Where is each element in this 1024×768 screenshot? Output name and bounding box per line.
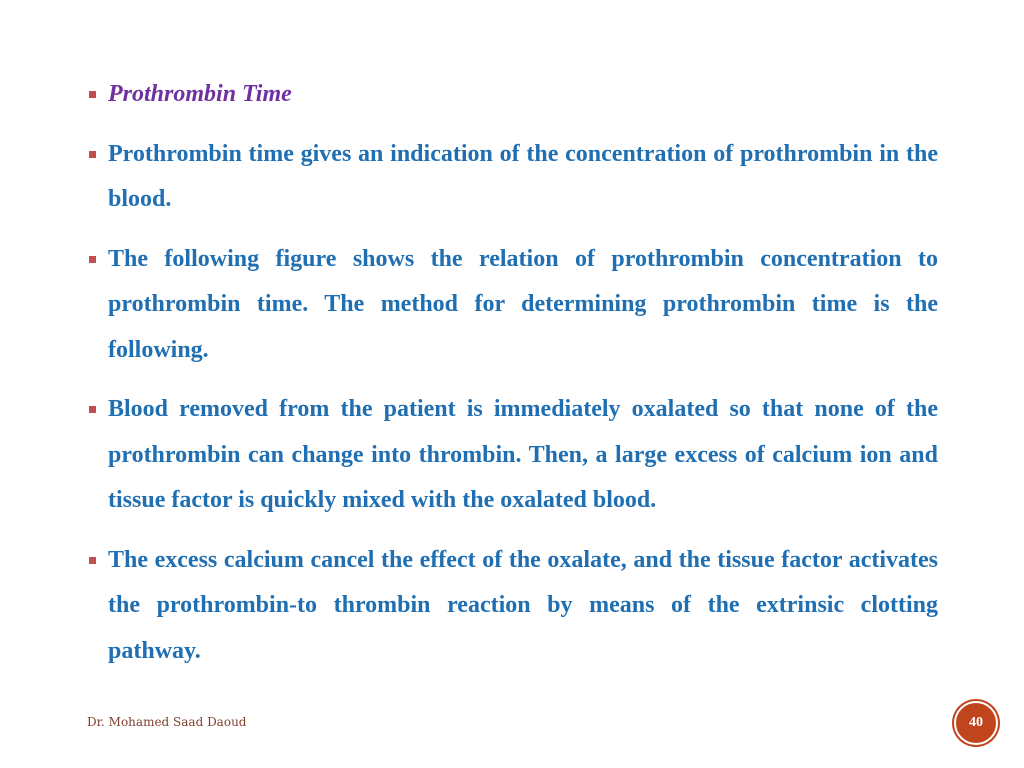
bullet-item	[86, 237, 938, 374]
bullet-text: The following figure shows the relation of prothrombin concentration to prothrombin time. The method for determining prothrombin time is the following.	[108, 245, 938, 363]
bullet-item	[86, 387, 938, 524]
bullet-list	[86, 72, 938, 688]
square-bullet-icon	[89, 256, 96, 263]
square-bullet-icon	[89, 557, 96, 564]
bullet-text: Blood removed from the patient is immediately oxalated so that none of the prothrombin can change into thrombin. Then, a large excess of calcium ion and tissue factor is quickly mixed with the oxalated blood.	[108, 396, 938, 513]
square-bullet-icon	[89, 151, 96, 158]
page-number-badge: 40	[954, 701, 998, 745]
bullet-item-title	[86, 72, 938, 118]
square-bullet-icon	[89, 91, 96, 98]
bullet-item	[86, 538, 938, 675]
bullet-text: Prothrombin time gives an indication of the concentration of prothrombin in the blood.	[108, 140, 938, 212]
footer-author: Dr. Mohamed Saad Daoud	[87, 715, 247, 729]
bullet-item	[86, 132, 938, 223]
bullet-text: The excess calcium cancel the effect of the oxalate, and the tissue factor activates the prothrombin-to thrombin reaction by means of the extrinsic clotting pathway.	[108, 546, 938, 664]
slide-title: Prothrombin Time	[108, 81, 292, 107]
square-bullet-icon	[89, 406, 96, 413]
